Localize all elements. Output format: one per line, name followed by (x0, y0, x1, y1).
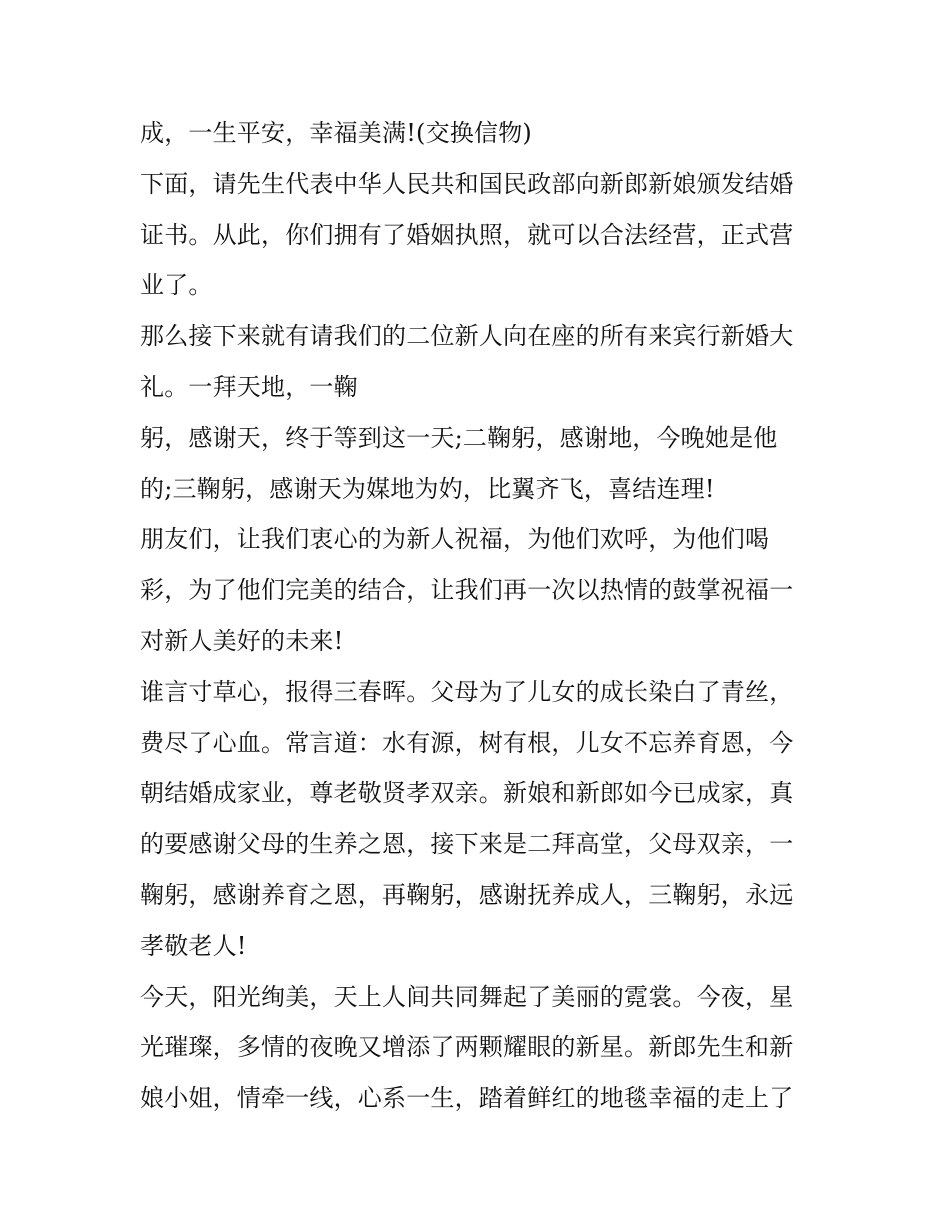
text-line: 的要感谢父母的生养之恩，接下来是二拜高堂，父母双亲，一 (140, 830, 794, 859)
text-line: 娘小姐，情牵一线，心系一生，踏着鲜红的地毯幸福的走上了 (140, 1084, 794, 1113)
text-line: 证书。从此，你们拥有了婚姻执照，就可以合法经营，正式营 (140, 220, 794, 249)
text-line: 成，一生平安，幸福美满!(交换信物) (140, 119, 532, 147)
text-line: 光璀璨，多情的夜晚又增添了两颗耀眼的新星。新郎先生和新 (140, 1033, 794, 1062)
text-line: 下面，请先生代表中华人民共和国民政部向新郎新娘颁发结婚 (140, 169, 794, 198)
text-line: 业了。 (140, 271, 213, 300)
text-line: 鞠躬，感谢养育之恩，再鞠躬，感谢抚养成人，三鞠躬，永远 (140, 880, 794, 909)
text-line: 朋友们，让我们衷心的为新人祝福，为他们欢呼，为他们喝 (140, 525, 770, 554)
document-text (140, 108, 820, 1124)
text-line: 躬，感谢天，终于等到这一天;二鞠躬，感谢地，今晚她是他 (140, 423, 778, 452)
text-line: 今天，阳光绚美，天上人间共同舞起了美丽的霓裳。今夜，星 (140, 982, 794, 1011)
text-line: 的;三鞠躬，感谢天为媒地为妁，比翼齐飞，喜结连理! (140, 474, 715, 503)
text-line: 谁言寸草心，报得三春晖。父母为了儿女的成长染白了青丝， (140, 677, 794, 706)
text-line: 彩，为了他们完美的结合，让我们再一次以热情的鼓掌祝福一 (140, 576, 794, 605)
text-line: 费尽了心血。常言道：水有源，树有根，儿女不忘养育恩，今 (140, 728, 794, 757)
text-line: 孝敬老人! (140, 931, 247, 960)
text-line: 朝结婚成家业，尊老敬贤孝双亲。新娘和新郎如今已成家，真 (140, 779, 794, 808)
text-line: 那么接下来就有请我们的二位新人向在座的所有来宾行新婚大 (140, 322, 794, 351)
text-line: 对新人美好的未来! (140, 626, 344, 655)
text-line: 礼。一拜天地，一鞠 (140, 372, 358, 401)
